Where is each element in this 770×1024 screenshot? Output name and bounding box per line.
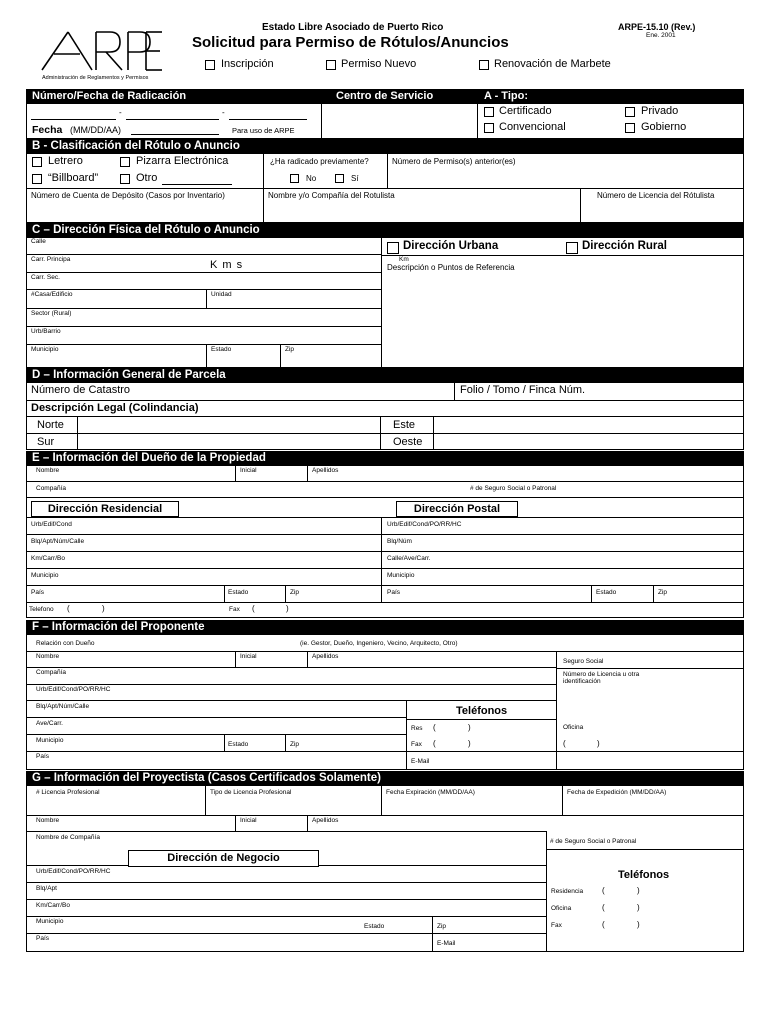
- f-municipio-label: Municipio: [36, 737, 64, 744]
- f-inicial-label: Inicial: [240, 653, 257, 660]
- norte-label: Norte: [37, 419, 64, 431]
- e-estado-label: Estado: [228, 589, 249, 596]
- g-fax-label: Fax: [551, 922, 562, 929]
- g-telefonos-label: Teléfonos: [618, 869, 670, 881]
- f-res-label: Res: [411, 725, 423, 732]
- tipo-header: A - Tipo:: [484, 90, 528, 102]
- f-apellidos-label: Apellidos: [312, 653, 339, 660]
- letrero-checkbox[interactable]: [32, 157, 42, 167]
- oeste-label: Oeste: [393, 436, 423, 448]
- g-res-paren-open: (: [602, 886, 605, 895]
- form-code: ARPE-15.10 (Rev.): [618, 22, 696, 32]
- f-oficina-label: Oficina: [563, 724, 584, 731]
- radicado-label: ¿Ha radicado previamente?: [270, 157, 369, 166]
- e-fax-paren-open: (: [252, 604, 255, 613]
- f-compania-label: Compañía: [36, 669, 66, 676]
- f-ofi-paren-open: (: [563, 739, 566, 748]
- g-pais-label: País: [36, 935, 50, 942]
- pizarra-label: Pizarra Electrónica: [136, 155, 229, 167]
- section-c-frame: [26, 237, 744, 368]
- e-tel-paren-close: ): [102, 604, 105, 613]
- e-pais-label: País: [31, 589, 45, 596]
- g-email-label: E-Mail: [437, 940, 456, 947]
- g-residencia-label: Residencia: [551, 888, 584, 895]
- section-e-frame: [26, 465, 744, 618]
- e-urb-edif-label: Urb/Edif/Cond: [31, 521, 72, 528]
- rural-checkbox[interactable]: [566, 242, 578, 254]
- g-fax-paren-close: ): [637, 920, 640, 929]
- municipio-label: Municipio: [31, 346, 59, 353]
- licencia-rotulista-label: Número de Licencia del Rótulista: [597, 191, 715, 200]
- g-nombre-label: Nombre: [36, 817, 60, 824]
- carr-sec-label: Carr. Sec.: [31, 274, 60, 281]
- cuenta-label: Número de Cuenta de Depósito (Casos por Inventario): [31, 191, 225, 200]
- e-urb-postal-label: Urb/Edif/Cond/PO/RR/HC: [387, 521, 462, 528]
- privado-checkbox[interactable]: [625, 107, 635, 117]
- form-date: Ene. 2001: [646, 32, 676, 39]
- e-inicial-label: Inicial: [240, 467, 257, 474]
- dash-1: -: [119, 108, 122, 117]
- zip-label: Zip: [285, 346, 295, 353]
- e-municipio-label: Municipio: [31, 572, 59, 579]
- state-name: Estado Libre Asociado de Puerto Rico: [262, 22, 444, 33]
- e-compania-label: Compañía: [36, 485, 66, 492]
- uso-arpe: Para uso de ARPE: [232, 126, 295, 135]
- fecha-field[interactable]: [131, 134, 219, 135]
- f-ave-label: Ave/Carr.: [36, 720, 63, 727]
- f-relacion-label: Relación con Dueño: [36, 640, 95, 647]
- e-residencial-label: Dirección Residencial: [31, 501, 179, 517]
- urbana-checkbox[interactable]: [387, 242, 399, 254]
- carr-principal-label: Carr. Principa: [31, 256, 71, 263]
- section-d-title: D – Información General de Parcela: [26, 368, 744, 382]
- e-km-carr-label: Km/Carr/Bo: [31, 555, 65, 562]
- g-municipio-label: Municipio: [36, 918, 64, 925]
- f-res-paren-open: (: [433, 723, 436, 732]
- sur-label: Sur: [37, 436, 55, 448]
- e-municipio-postal-label: Municipio: [387, 572, 415, 579]
- g-res-paren-close: ): [637, 886, 640, 895]
- permiso-nuevo-checkbox[interactable]: [326, 60, 336, 70]
- g-km-label: Km/Carr/Bo: [36, 902, 70, 909]
- billboard-checkbox[interactable]: [32, 174, 42, 184]
- f-fax-paren-close: ): [468, 739, 471, 748]
- renovacion-label: Renovación de Marbete: [494, 58, 611, 70]
- certificado-checkbox[interactable]: [484, 107, 494, 117]
- g-negocio-label: Dirección de Negocio: [128, 850, 319, 867]
- catastro-label: Número de Catastro: [31, 384, 131, 396]
- e-nombre-label: Nombre: [36, 467, 60, 474]
- g-apellidos-label: Apellidos: [312, 817, 339, 824]
- e-postal-label: Dirección Postal: [396, 501, 518, 517]
- section-c-title: C – Dirección Física del Rótulo o Anuncio: [26, 223, 744, 237]
- km-label: Km: [399, 256, 409, 263]
- urbana-label: Dirección Urbana: [403, 240, 499, 252]
- g-zip-label: Zip: [437, 923, 447, 930]
- e-zip-postal-label: Zip: [658, 589, 668, 596]
- letrero-label: Letrero: [48, 155, 83, 167]
- sector-label: Sector (Rural): [31, 310, 72, 317]
- e-zip-label: Zip: [290, 589, 300, 596]
- no-label: No: [306, 174, 317, 183]
- gobierno-label: Gobierno: [641, 121, 687, 133]
- descripcion-label: Descripción o Puntos de Referencia: [387, 263, 515, 272]
- e-estado-postal-label: Estado: [596, 589, 617, 596]
- inscripcion-checkbox[interactable]: [205, 60, 215, 70]
- convencional-label: Convencional: [499, 121, 566, 133]
- rural-label: Dirección Rural: [582, 240, 667, 252]
- g-seguro-label: # de Seguro Social o Patronal: [550, 838, 637, 845]
- billboard-label: “Billboard”: [48, 172, 99, 184]
- section-b-title: B - Clasificación del Rótulo o Anuncio: [26, 139, 744, 153]
- permiso-anterior-label: Número de Permiso(s) anterior(es): [392, 157, 516, 166]
- g-ofi-paren-close: ): [637, 903, 640, 912]
- otro-field[interactable]: [162, 184, 232, 185]
- radicacion-num3-field[interactable]: [229, 119, 307, 120]
- radicacion-header: Número/Fecha de Radicación: [32, 90, 187, 102]
- f-email-label: E-Mail: [411, 758, 430, 765]
- no-checkbox[interactable]: [290, 174, 299, 183]
- f-blq-label: Blq/Apt/Núm/Calle: [36, 703, 90, 710]
- f-pais-label: País: [36, 753, 50, 760]
- inscripcion-label: Inscripción: [221, 58, 274, 70]
- renovacion-checkbox[interactable]: [479, 60, 489, 70]
- pizarra-checkbox[interactable]: [120, 157, 130, 167]
- f-licencia-label: Número de Licencia u otra identificación: [563, 671, 640, 685]
- g-expiracion-label: Fecha Expiración (MM/DD/AA): [386, 789, 475, 796]
- gobierno-checkbox[interactable]: [625, 123, 635, 133]
- fecha-label: Fecha: [32, 124, 63, 136]
- g-estado-label: Estado: [364, 923, 385, 930]
- g-licencia-label: # Licencia Profesional: [36, 789, 100, 796]
- folio-label: Folio / Tomo / Finca Núm.: [460, 384, 586, 396]
- dash-2: -: [222, 108, 225, 117]
- radicacion-num-field[interactable]: [31, 119, 116, 120]
- e-fax-label: Fax: [229, 606, 240, 613]
- f-telefonos-label: Teléfonos: [456, 705, 508, 717]
- f-ofi-paren-close: ): [597, 739, 600, 748]
- este-label: Este: [393, 419, 416, 431]
- f-fax-paren-open: (: [433, 739, 436, 748]
- f-seguro-label: Seguro Social: [563, 658, 604, 665]
- e-calle-ave-label: Calle/Ave/Carr.: [387, 555, 431, 562]
- si-label: Sí: [351, 174, 359, 183]
- estado-label: Estado: [211, 346, 232, 353]
- kms-label: K m s: [210, 259, 244, 271]
- fecha-format: (MM/DD/AA): [70, 125, 121, 135]
- permiso-nuevo-label: Permiso Nuevo: [341, 58, 417, 70]
- section-e-title: E – Información del Dueño de la Propiedad: [26, 451, 744, 465]
- e-seguro-label: # de Seguro Social o Patronal: [470, 485, 557, 492]
- e-telefono-label: Telefono: [29, 606, 54, 613]
- logo-subtitle: Administración de Reglamentos y Permisos: [42, 75, 149, 81]
- casa-label: #Casa/Edificio: [31, 291, 73, 298]
- otro-checkbox[interactable]: [120, 174, 130, 184]
- certificado-label: Certificado: [499, 105, 552, 117]
- g-tipo-label: Tipo de Licencia Profesional: [210, 789, 292, 796]
- otro-label: Otro: [136, 172, 158, 184]
- arpe-logo: [40, 30, 164, 74]
- e-tel-paren-open: (: [67, 604, 70, 613]
- g-compania-label: Nombre de Compañía: [36, 834, 100, 841]
- urb-barrio-label: Urb/Barrio: [31, 328, 61, 335]
- g-expedicion-label: Fecha de Expedición (MM/DD/AA): [567, 789, 667, 796]
- f-estado-label: Estado: [228, 741, 249, 748]
- g-oficina-label: Oficina: [551, 905, 572, 912]
- e-blq-num-label: Blq/Núm: [387, 538, 412, 545]
- section-g-title: G – Información del Proyectista (Casos Certificados Solamente): [26, 771, 744, 785]
- f-nombre-label: Nombre: [36, 653, 60, 660]
- g-inicial-label: Inicial: [240, 817, 257, 824]
- f-urb-label: Urb/Edif/Cond/PO/RR/HC: [36, 686, 111, 693]
- si-checkbox[interactable]: [335, 174, 344, 183]
- g-fax-paren-open: (: [602, 920, 605, 929]
- f-res-paren-close: ): [468, 723, 471, 732]
- f-relacion-ex: (ie. Gestor, Dueño, Ingeniero, Vecino, Arquitecto, Otro): [300, 640, 458, 647]
- calle-label: Calle: [31, 238, 46, 245]
- e-blq-calle-label: Blq/Apt/Núm/Calle: [31, 538, 85, 545]
- e-fax-paren-close: ): [286, 604, 289, 613]
- radicacion-num2-field[interactable]: [126, 119, 219, 120]
- centro-header: Centro de Servicio: [336, 90, 434, 102]
- e-pais-postal-label: País: [387, 589, 401, 596]
- e-apellidos-label: Apellidos: [312, 467, 339, 474]
- g-urb-label: Urb/Edif/Cond/PO/RR/HC: [36, 868, 111, 875]
- g-ofi-paren-open: (: [602, 903, 605, 912]
- f-fax-label: Fax: [411, 741, 422, 748]
- legal-label: Descripción Legal (Colindancia): [31, 402, 199, 414]
- unidad-label: Unidad: [211, 291, 232, 298]
- g-blq-label: Blq/Apt: [36, 885, 57, 892]
- convencional-checkbox[interactable]: [484, 123, 494, 133]
- f-zip-label: Zip: [290, 741, 300, 748]
- section-f-title: F – Información del Proponente: [26, 620, 744, 634]
- rotulista-label: Nombre y/o Compañía del Rotulista: [268, 191, 395, 200]
- privado-label: Privado: [641, 105, 679, 117]
- section-f-frame: [26, 634, 744, 770]
- form-title: Solicitud para Permiso de Rótulos/Anuncios: [192, 34, 509, 51]
